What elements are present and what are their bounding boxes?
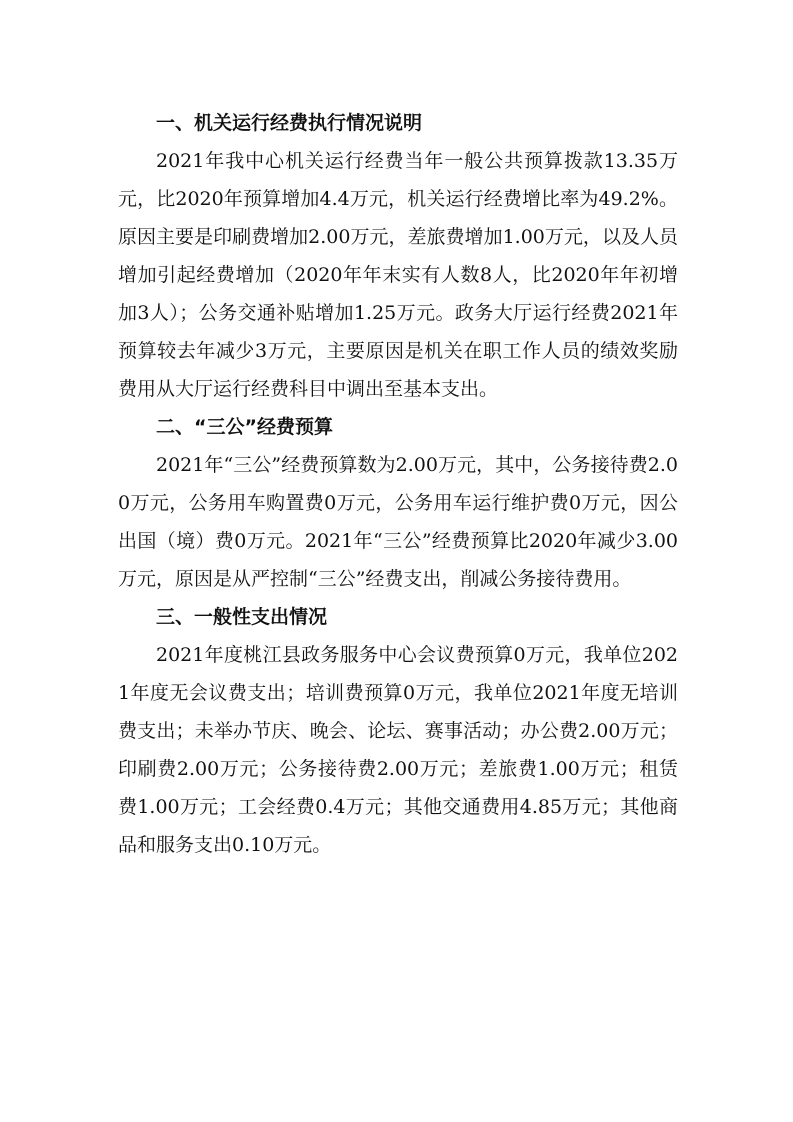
section-paragraph-general-expenditure: 2021年度桃江县政务服务中心会议费预算0万元，我单位2021年度无会议费支出；培训费预算0万元，我单位2021年度无培训费支出；未举办节庆、晚会、论坛、赛事活动；办公费2.00万元；印刷费2.00万元；公务接待费2.00万元；差旅费1.00万元；租赁费1.00万元；工会经费0.4万元；其他交通费用4.85万元；其他商品和服务支出0.10万元。 — [118, 644, 678, 856]
section-heading-general-expenditure: 三、一般性支出情况 — [156, 606, 328, 628]
section-heading-operating-expenses: 一、机关运行经费执行情况说明 — [156, 112, 423, 134]
section-paragraph-operating-expenses: 2021年我中心机关运行经费当年一般公共预算拨款13.35万元，比2020年预算增加4.4万元，机关运行经费增比率为49.2%。原因主要是印刷费增加2.00万元，差旅费增加1.00万元，以及人员增加引起经费增加（2020年年末实有人数8人，比2020年年初增加3人）；公务交通补贴增加1.25万元。政务大厅运行经费2021年预算较去年减少3万元，主要原因是机关在职工作人员的绩效奖励费用从大厅运行经费科目中调出至基本支出。 — [118, 150, 678, 400]
document-body — [118, 104, 678, 864]
section-heading-three-public-expenses: 二、“三公”经费预算 — [156, 416, 333, 438]
section-paragraph-three-public-expenses: 2021年“三公”经费预算数为2.00万元，其中，公务接待费2.00万元，公务用车购置费0万元，公务用车运行维护费0万元，因公出国（境）费0万元。2021年“三公”经费预算比2020年减少3.00万元，原因是从严控制“三公”经费支出，削减公务接待费用。 — [118, 454, 678, 590]
